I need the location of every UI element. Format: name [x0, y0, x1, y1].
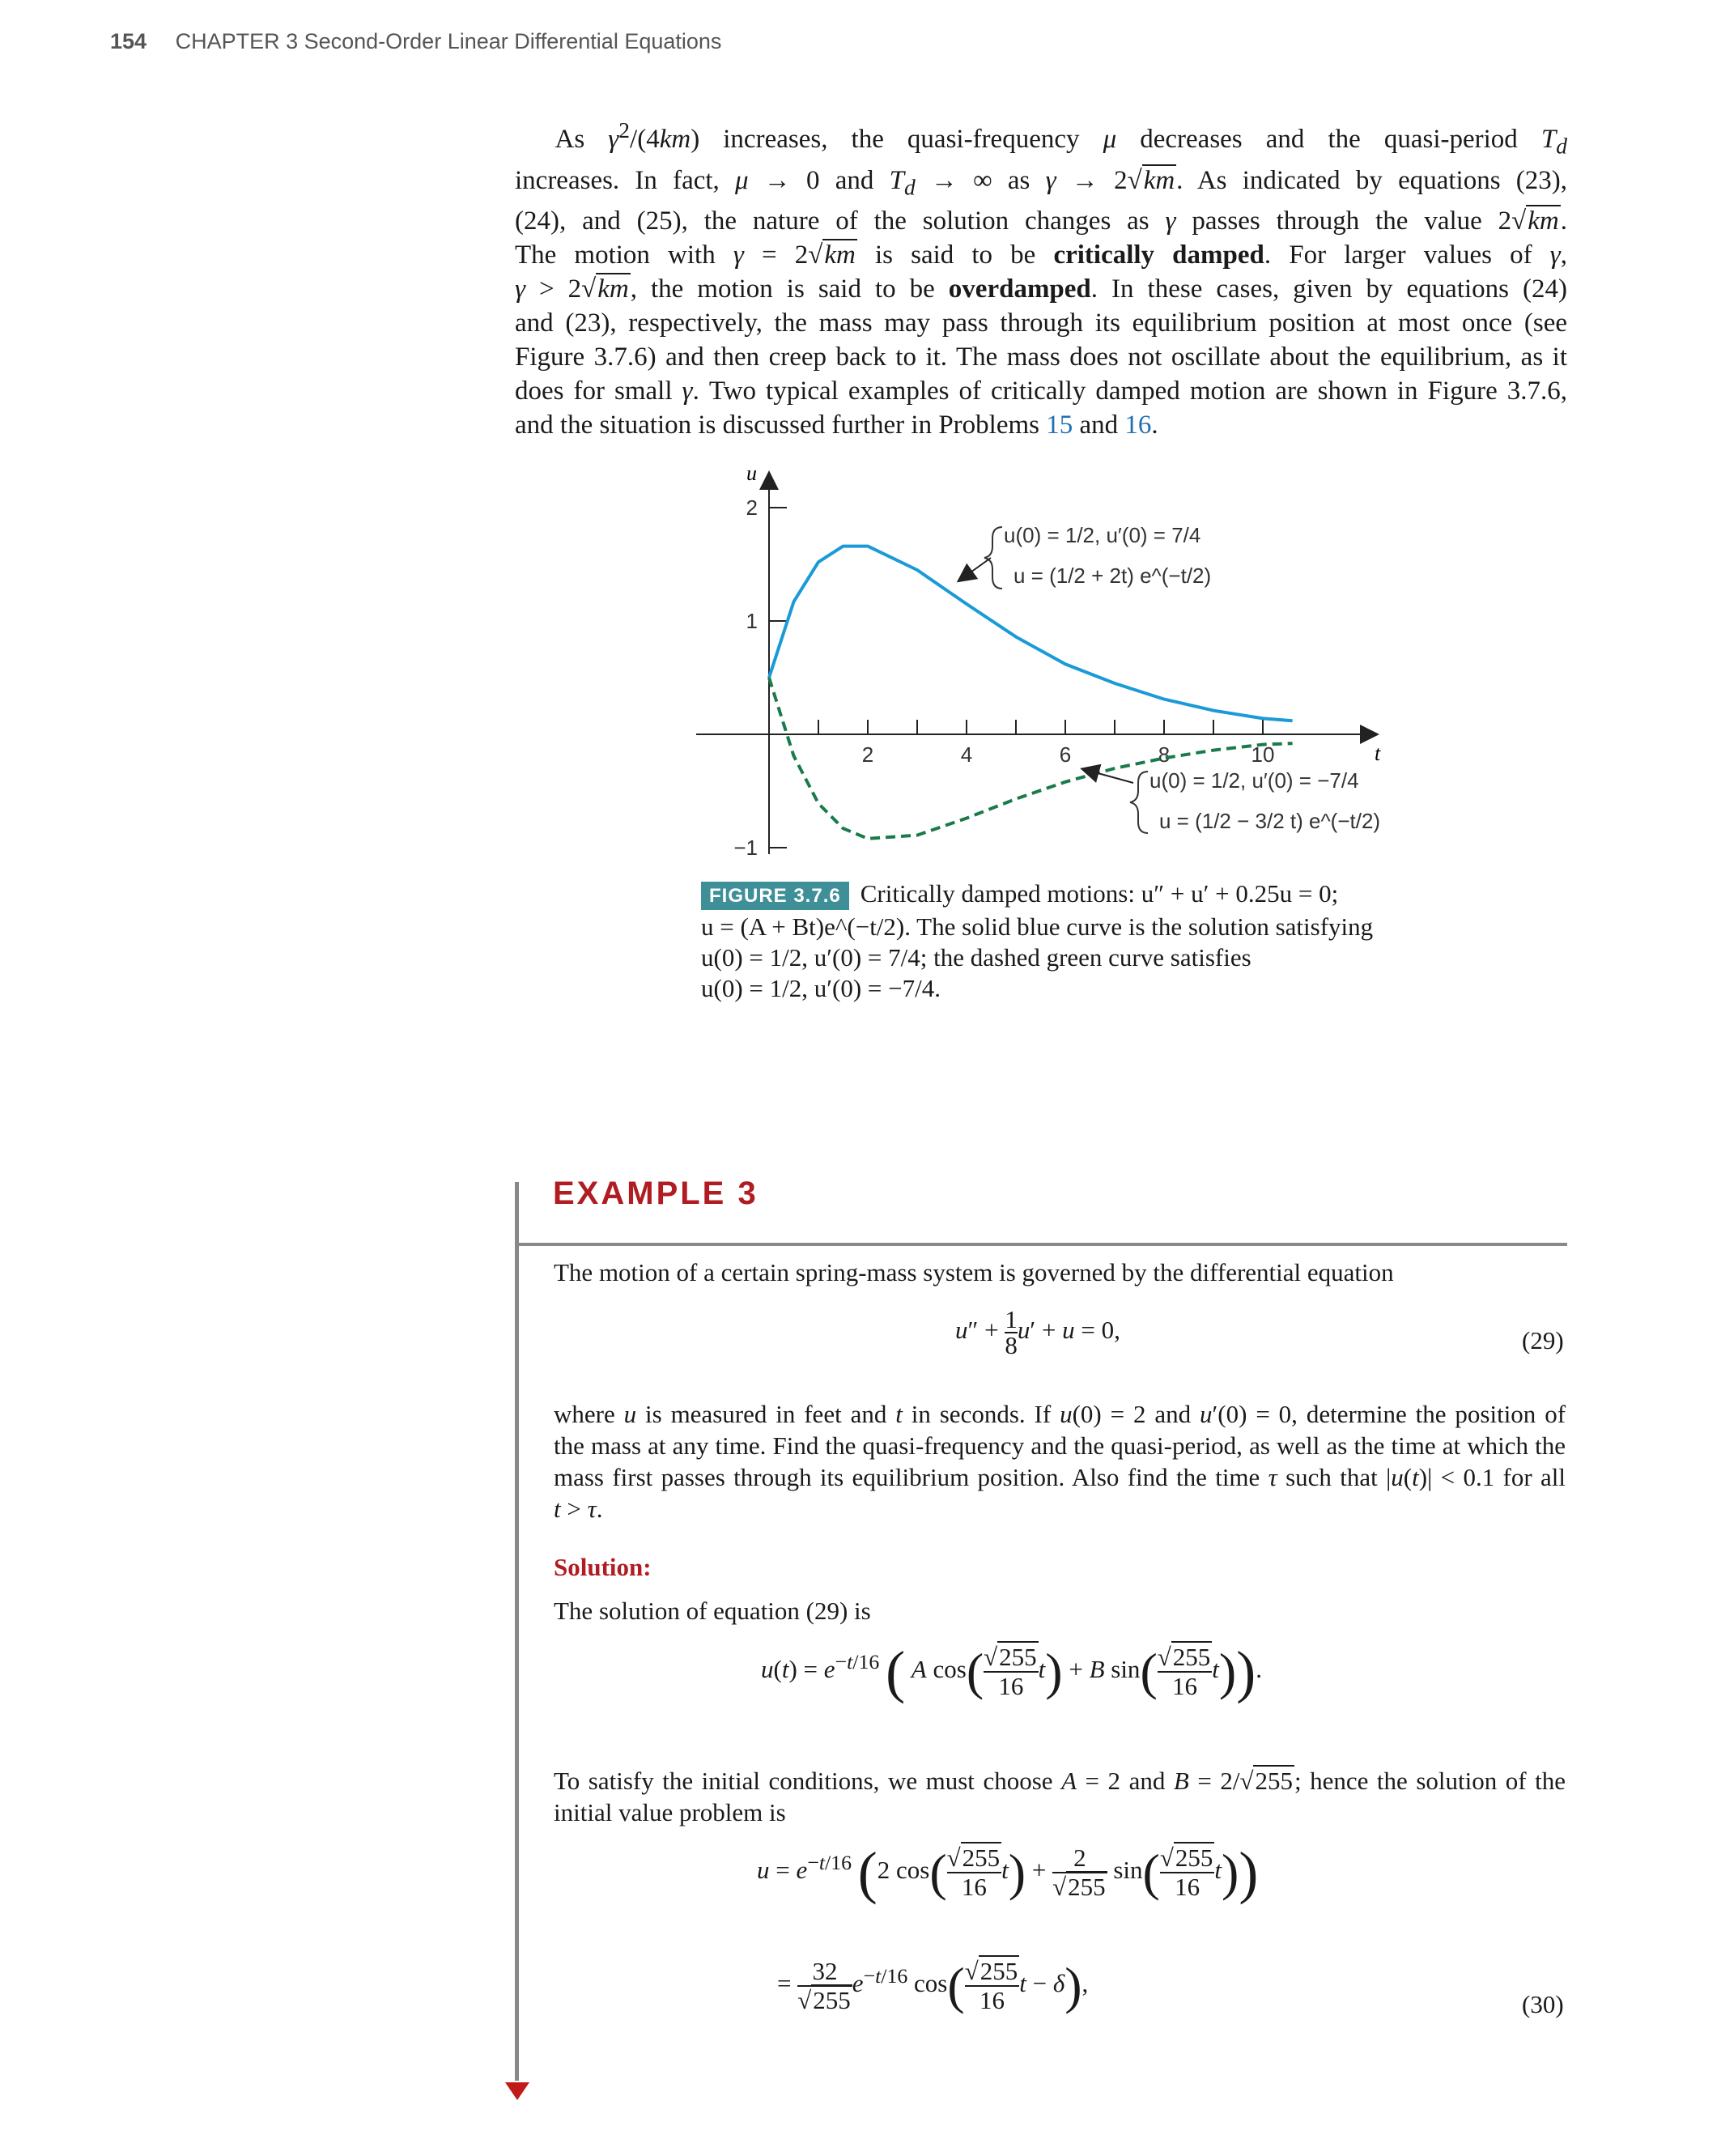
text-line: (24), and (25), the nature of the solution changes as γ passes through the value 2√km. [515, 206, 1567, 236]
equation-29: u″ + $\frac{1}{8}$ u′ + u = 0, [955, 1305, 1120, 1359]
solution-intro [554, 1595, 1566, 1627]
intro-paragraph [515, 113, 1567, 442]
text-line: initial value problem is [554, 1798, 786, 1826]
text-line: As $\gamma^2/(4km)$ increases, the quasi-frequency μ decreases and the quasi-period $T_d$ [515, 117, 1567, 159]
text-line: increases. In fact, μ → 0 and $T_d$ → ∞ as γ → 2√km. As indicated by equations (23), [515, 165, 1567, 200]
figure-tag: FIGURE 3.7.6 [701, 882, 849, 910]
text-line: t > τ. [554, 1495, 603, 1523]
example-side-bar [515, 1182, 519, 2081]
blue-brace [984, 527, 1002, 589]
green-solution-formula: u = (1/2 − 3/2 t) e^(−t/2) [1159, 809, 1381, 833]
caption-line-2: u = (A + Bt)e^(−t/2). The solid blue curve is the solution satisfying [701, 912, 1374, 941]
axis-label-u: u [746, 461, 757, 485]
text-line: Figure 3.7.6) and then creep back to it. The mass does not oscillate about the equilibrium, as it [515, 342, 1567, 372]
equation-number-29: (29) [1522, 1326, 1564, 1354]
example-statement [554, 1257, 1566, 1288]
term-overdamped: overdamped [948, 274, 1091, 304]
green-brace [1130, 772, 1148, 833]
figure-caption [701, 878, 1381, 1004]
example-rule [518, 1243, 1567, 1246]
text-line: To satisfy the initial conditions, we must choose A = 2 and B = 2/√255; hence the solution of the [554, 1767, 1566, 1795]
blue-pointer-arrow [959, 558, 991, 580]
x-tick-label: 10 [1251, 742, 1275, 767]
figure-3-7-6-plot [696, 457, 1392, 862]
y-tick-label: 2 [746, 495, 758, 520]
x-tick-label: 8 [1158, 742, 1171, 767]
text-line: where u is measured in feet and t in seconds. If u(0) = 2 and u′(0) = 0, determine the position of [554, 1400, 1566, 1428]
term-critically-damped: critically damped [1053, 240, 1264, 270]
caption-line-1: Critically damped motions: u″ + u′ + 0.25u = 0; [860, 879, 1339, 908]
example-conditions [554, 1398, 1566, 1525]
text-line: and (23), respectively, the mass may pass through its equilibrium position at most once (see [515, 308, 1567, 338]
caption-line-3: u(0) = 1/2, u′(0) = 7/4; the dashed green curve satisfies [701, 943, 1251, 972]
caption-line-4: u(0) = 1/2, u′(0) = −7/4. [701, 974, 941, 1002]
problem-link-15[interactable]: 15 [1046, 410, 1073, 440]
x-tick-label: 4 [960, 742, 973, 767]
text-line: The motion of a certain spring-mass system is governed by the differential equation [554, 1258, 1394, 1286]
text-line: and the situation is discussed further in Problems 15 and 16. [515, 410, 1158, 440]
y-tick-label: −1 [733, 836, 758, 860]
blue-solution-formula: u = (1/2 + 2t) e^(−t/2) [1013, 563, 1212, 588]
y-tick-label: 1 [746, 609, 758, 633]
text-line: γ > 2√km, the motion is said to be overdamped. In these cases, given by equations (24) [515, 274, 1567, 304]
running-header [110, 29, 721, 54]
blue-initial-condition: u(0) = 1/2, u′(0) = 7/4 [1004, 523, 1201, 547]
equation-30: = $\frac{32}{√255}$ $e^{-t/16}$ cos( $\frac{√255}{16}$ t − δ), [777, 1957, 1089, 2014]
equation-general-solution: $u(t) = e^{-t/16}$ ( A cos( $\frac{√255}{16}$ t) + B sin( $\frac{√255}{16}$ t)). [761, 1639, 1262, 1704]
text-line: The motion with γ = 2√km is said to be critically damped. For larger values of γ, [515, 240, 1568, 270]
text-line: the mass at any time. Find the quasi-frequency and the quasi-period, as well as the time at which the [554, 1431, 1566, 1460]
page-number: 154 [110, 29, 147, 53]
chapter-title: CHAPTER 3 Second-Order Linear Differential Equations [175, 29, 722, 53]
equation-particular-solution: $u = e^{-t/16}$ (2 cos( $\frac{√255}{16}$ t) + $\frac{2}{√255}$ sin( $\frac{√255}{16}$ t)) [757, 1840, 1259, 1905]
axis-label-t: t [1375, 742, 1381, 765]
x-tick-label: 2 [861, 742, 874, 767]
initial-conditions-text [554, 1765, 1566, 1828]
problem-link-16[interactable]: 16 [1124, 410, 1152, 440]
text-line: does for small γ. Two typical examples of critically damped motion are shown in Figure 3.7.6, [515, 376, 1567, 406]
green-initial-condition: u(0) = 1/2, u′(0) = −7/4 [1149, 768, 1359, 793]
equation-number-30: (30) [1522, 1990, 1564, 2018]
x-tick-label: 6 [1059, 742, 1072, 767]
example-title: EXAMPLE 3 [553, 1176, 759, 1211]
text-line: mass first passes through its equilibrium position. Also find the time τ such that |u(t)| < 0.1 for all [554, 1463, 1566, 1491]
solution-label: Solution: [554, 1553, 652, 1581]
text-line: The solution of equation (29) is [554, 1597, 871, 1625]
example-continue-arrow-icon [505, 2082, 529, 2100]
